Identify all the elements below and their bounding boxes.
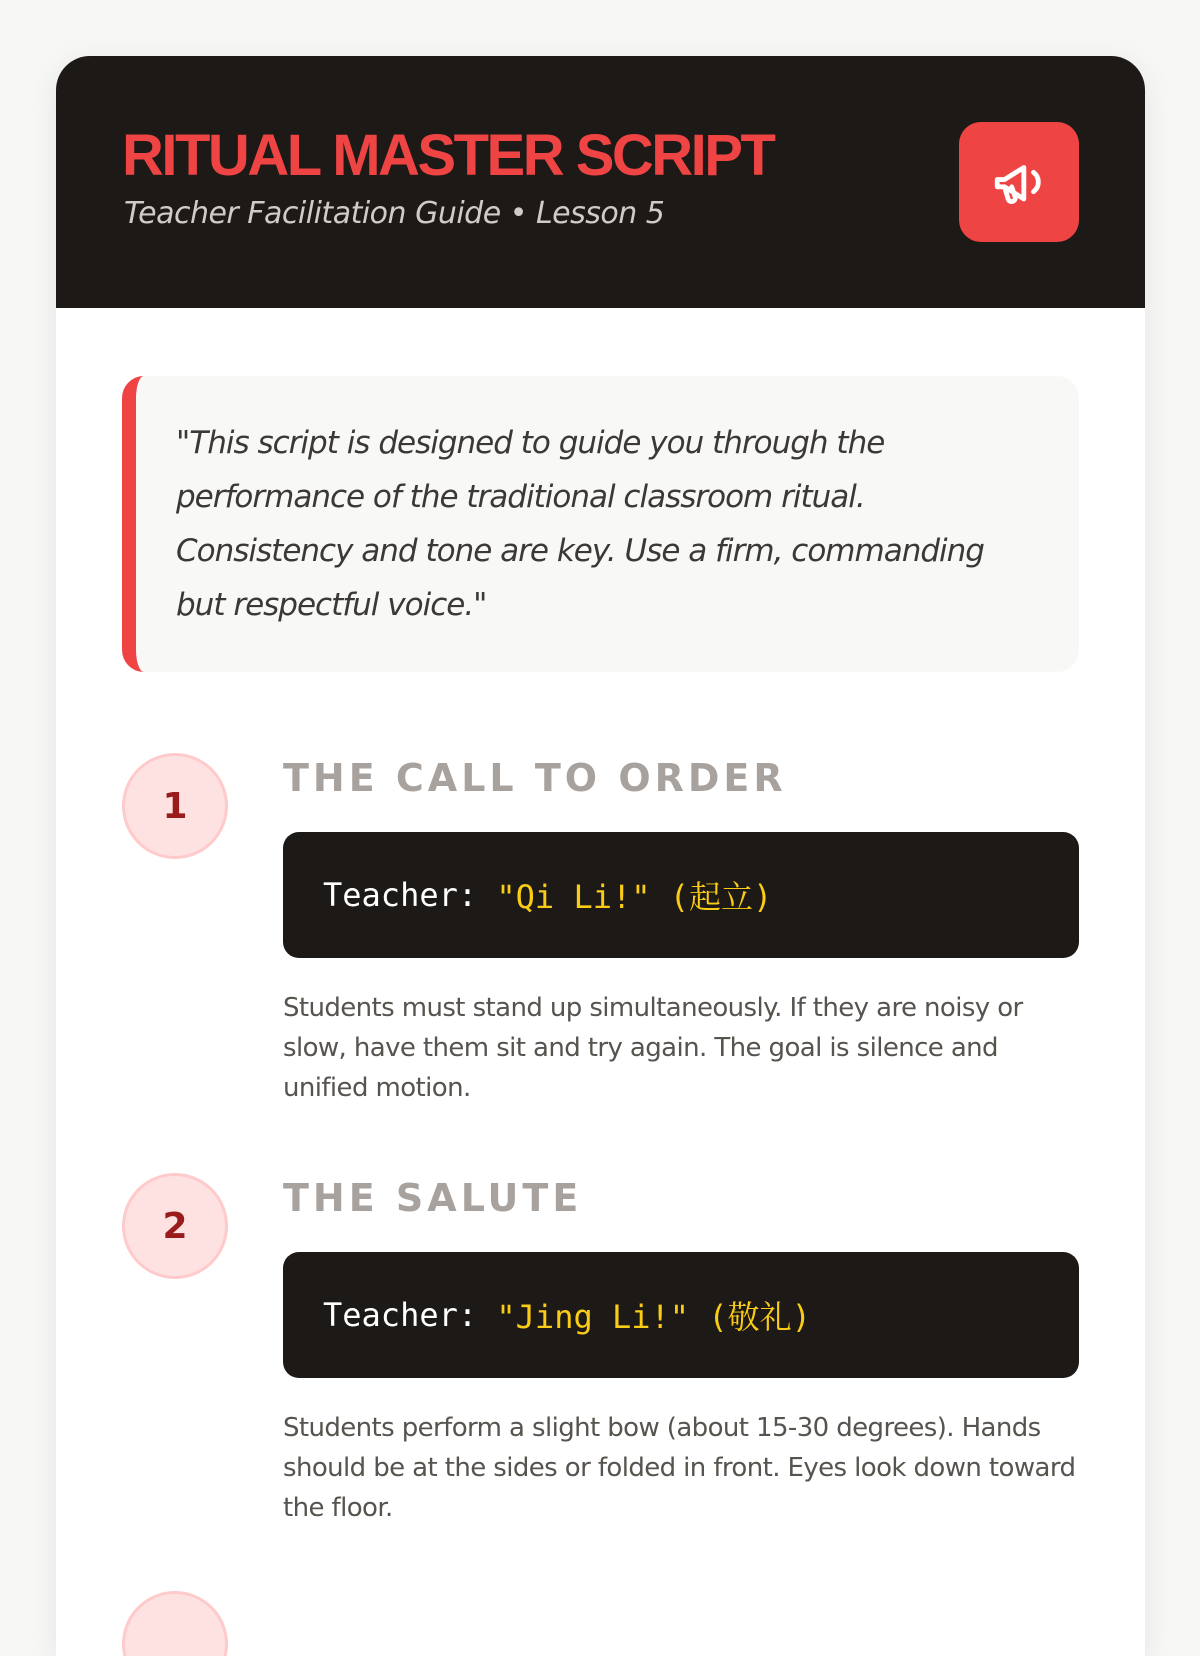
step-number-badge-partial — [122, 1591, 228, 1656]
step-title: THE SALUTE — [283, 1176, 583, 1220]
script-speaker: Teacher: — [323, 876, 478, 914]
megaphone-button[interactable] — [959, 122, 1079, 242]
step-description: Students perform a slight bow (about 15-30 degrees). Hands should be at the sides or folded in front. Eyes look down toward the floor. — [283, 1413, 1076, 1523]
script-card — [56, 56, 1145, 1656]
step-description: Students must stand up simultaneously. If they are noisy or slow, have them sit and try again. The goal is silence and unified motion. — [283, 993, 1023, 1103]
step-title: THE CALL TO ORDER — [283, 756, 787, 800]
script-speaker: Teacher: — [323, 1296, 478, 1334]
script-line: "Jing Li!" (敬礼) — [496, 1298, 811, 1336]
script-line: "Qi Li!" (起立) — [496, 878, 773, 916]
script-line-box — [283, 1252, 1079, 1378]
header — [56, 56, 1145, 308]
script-line-box — [283, 832, 1079, 958]
intro-quote-text: "This script is designed to guide you through the performance of the traditional classroom ritual. Consistency and tone are key. Use a firm, commanding but respectful voice." — [176, 425, 984, 623]
intro-quote — [122, 376, 1079, 672]
page-subtitle: Teacher Facilitation Guide • Lesson 5 — [124, 196, 665, 231]
step-number-badge: 2 — [122, 1173, 228, 1279]
megaphone-icon — [990, 153, 1048, 211]
page-title: RITUAL MASTER SCRIPT — [122, 123, 774, 188]
step-number-badge: 1 — [122, 753, 228, 859]
